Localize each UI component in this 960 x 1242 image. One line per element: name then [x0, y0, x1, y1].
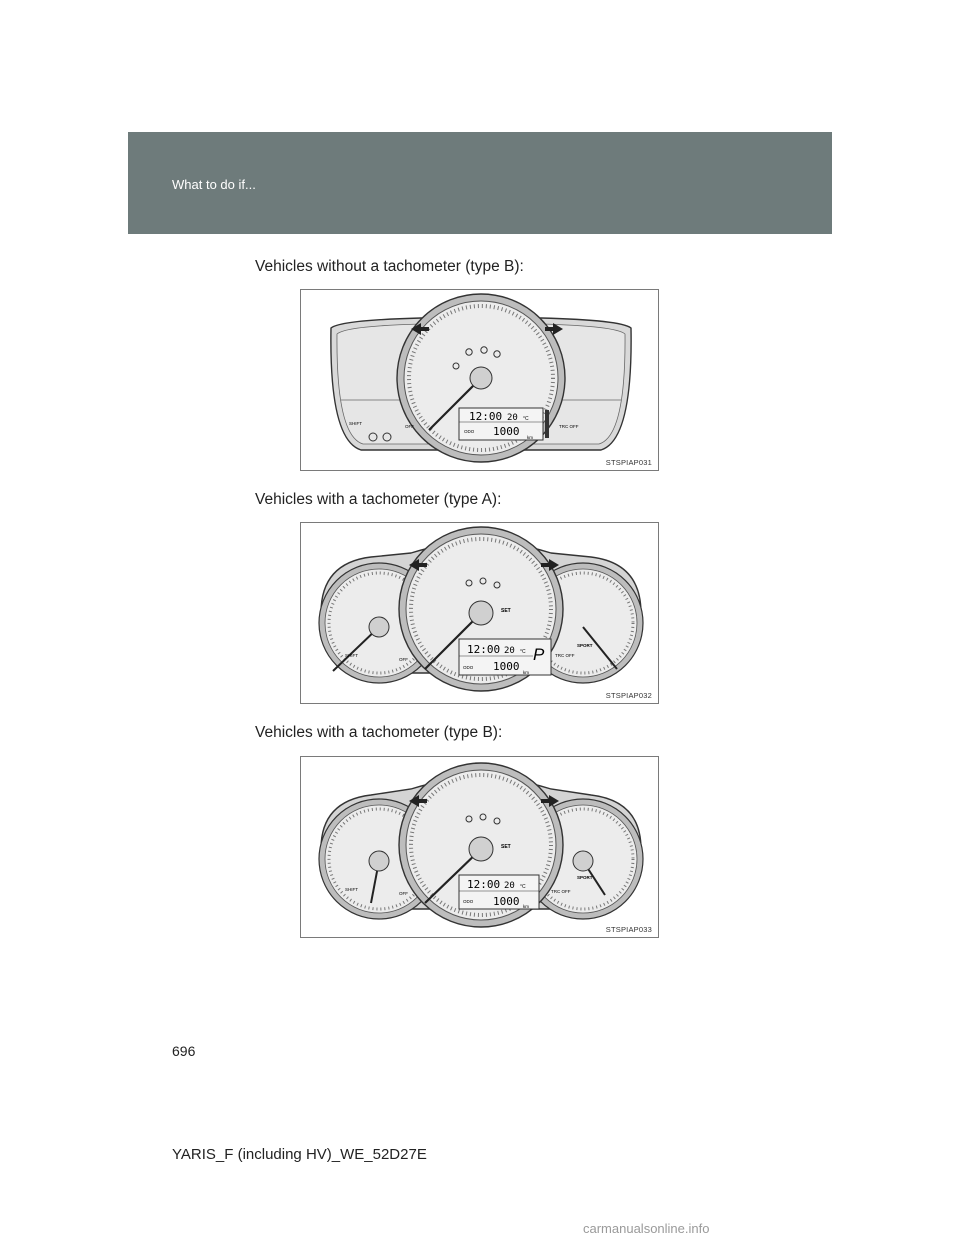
- lcd-odo-value: 1000: [493, 895, 520, 908]
- figure-caption-3: Vehicles with a tachometer (type B):: [255, 724, 503, 741]
- cluster-figure-1: [300, 289, 659, 471]
- lcd-temp-unit: °C: [520, 649, 526, 655]
- lcd-gear-indicator: P: [533, 645, 545, 664]
- trc-off-label: TRC OFF: [555, 653, 575, 658]
- page-number: 696: [172, 1043, 196, 1059]
- lcd-temp: 20: [504, 646, 515, 656]
- watermark: carmanualsonline.info: [583, 1221, 710, 1236]
- lcd-clock: 12:00: [467, 878, 501, 891]
- cluster-illustration-3: [301, 757, 658, 937]
- lcd-odo-unit: km: [527, 435, 533, 440]
- lcd-temp-unit: °C: [523, 416, 529, 422]
- off-label: OFF: [405, 424, 414, 429]
- lcd-odo-value: 1000: [493, 660, 520, 673]
- off-label: OFF: [399, 891, 408, 896]
- chapter-header: [128, 132, 832, 234]
- cluster-illustration-1: [301, 290, 658, 470]
- lcd-odo-label: ODO: [463, 899, 474, 904]
- lcd-temp: 20: [504, 881, 515, 891]
- cluster-figure-3: [300, 756, 659, 938]
- lcd-temp-unit: °C: [520, 884, 526, 890]
- sport-label: SPORT: [577, 643, 593, 648]
- trc-off-label: TRC OFF: [551, 889, 571, 894]
- lcd-clock: 12:00: [469, 410, 503, 423]
- lcd-odo-label: ODO: [464, 429, 475, 434]
- sport-label: SPORT: [577, 875, 593, 880]
- lcd-clock: 12:00: [467, 643, 501, 656]
- cluster-figure-2: [300, 522, 659, 704]
- shift-label: SHIFT: [349, 421, 362, 426]
- lcd-odo-value: 1000: [493, 425, 520, 438]
- lcd-odo-unit: km: [523, 904, 529, 909]
- figure-code-2: STSPIAP032: [605, 691, 652, 700]
- lcd-temp: 20: [507, 413, 518, 423]
- lcd-odo-unit: km: [523, 670, 529, 675]
- figure-caption-2: Vehicles with a tachometer (type A):: [255, 491, 502, 508]
- off-label: OFF: [399, 657, 408, 662]
- shift-label: SHIFT: [345, 887, 358, 892]
- fuel-gauge-bar: [545, 410, 549, 438]
- document-footer: YARIS_F (including HV)_WE_52D27E: [172, 1146, 427, 1163]
- shift-label: SHIFT: [345, 653, 358, 658]
- cruise-set-label: SET: [501, 844, 511, 850]
- figure-code-3: STSPIAP033: [605, 925, 652, 934]
- trc-off-label: TRC OFF: [559, 424, 579, 429]
- figure-caption-1: Vehicles without a tachometer (type B):: [255, 258, 524, 275]
- cluster-illustration-2: [301, 523, 658, 703]
- lcd-odo-label: ODO: [463, 665, 474, 670]
- figure-code-1: STSPIAP031: [605, 458, 652, 467]
- cruise-set-label: SET: [501, 608, 511, 614]
- chapter-title: What to do if...: [172, 177, 256, 192]
